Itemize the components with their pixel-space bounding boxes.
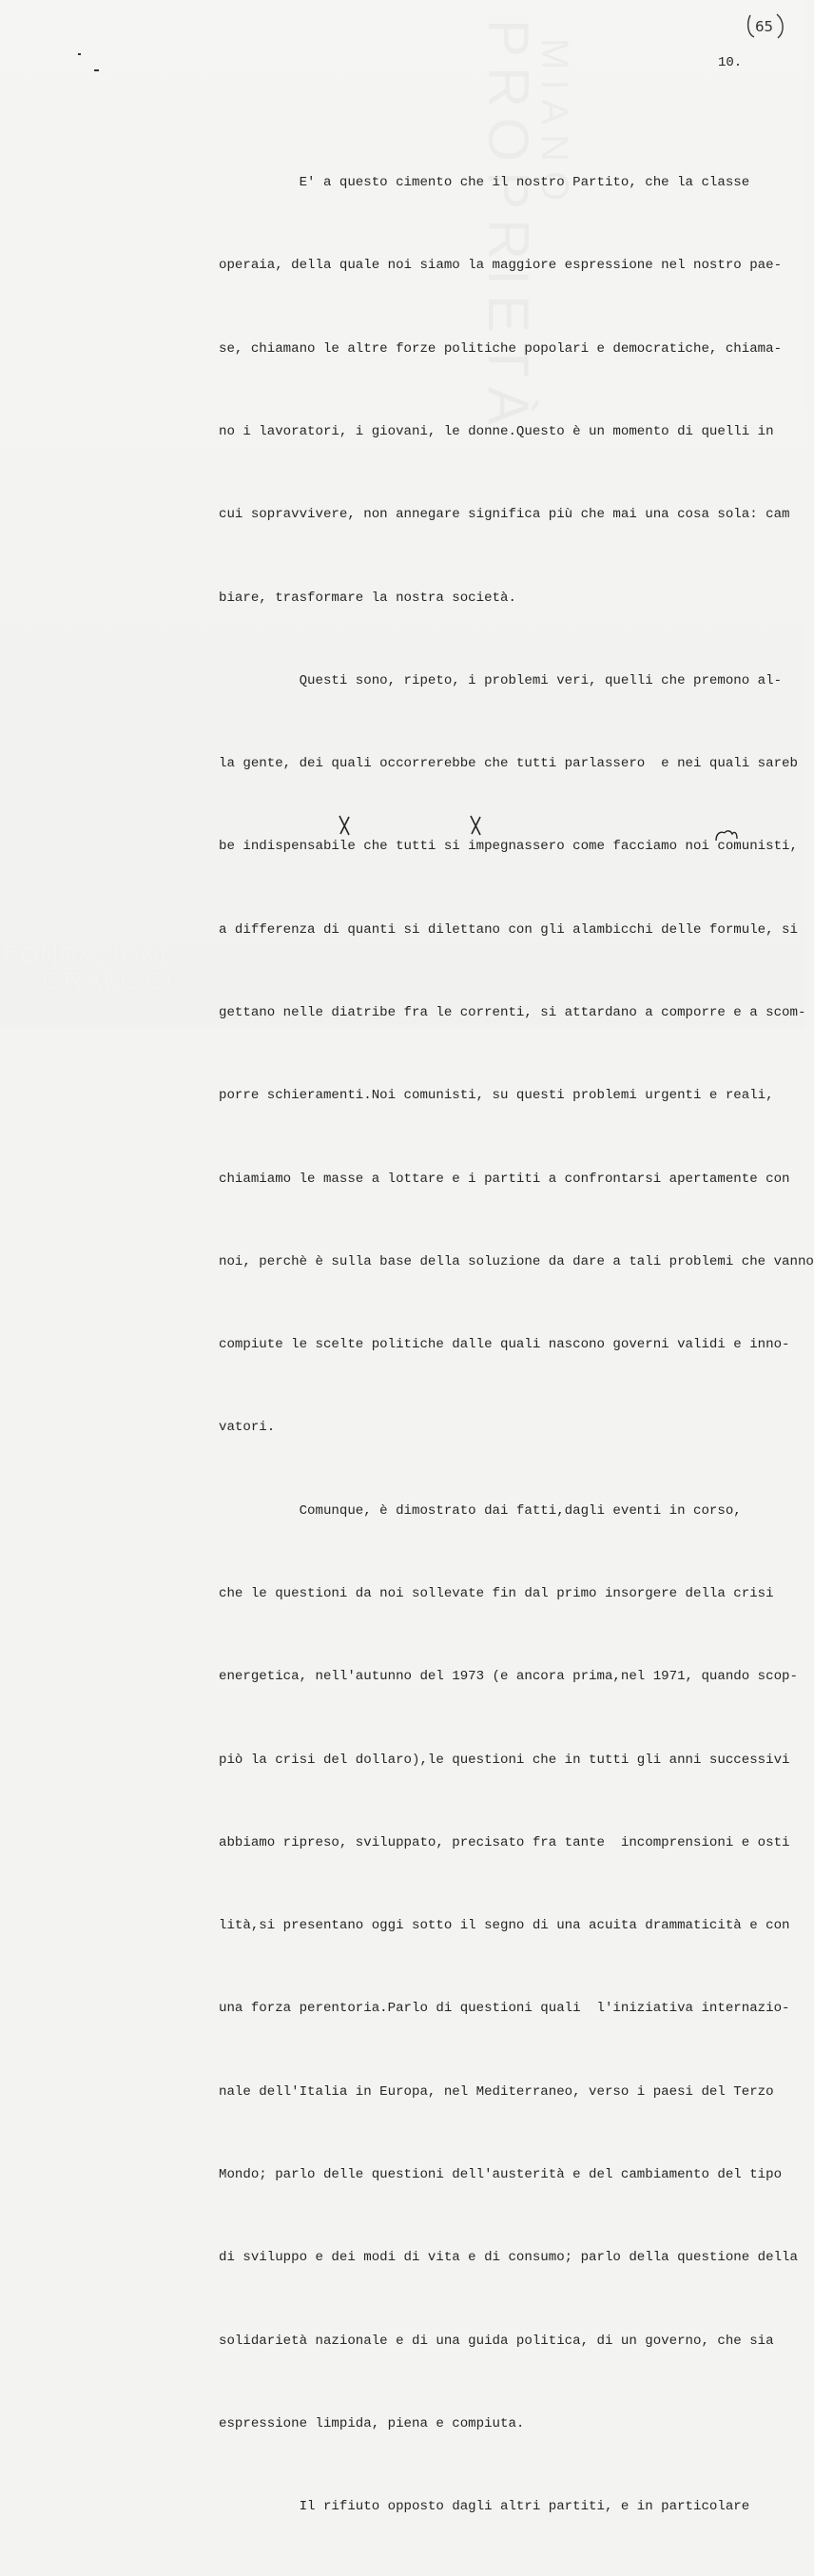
text-line: piò la crisi del dollaro),le questioni che in tutti gli anni successivi — [219, 1752, 790, 1768]
text-line: chiamiamo le masse a lottare e i partiti a confrontarsi apertamente con — [219, 1171, 790, 1187]
text-line: Il rifiuto opposto dagli altri partiti, e in particolare — [219, 2499, 750, 2515]
text-line: una forza perentoria.Parlo di questioni quali l'iniziativa internazio- — [219, 2001, 790, 2017]
logo-line-2: GRAMSCI — [42, 966, 175, 996]
text-line: gettano nelle diatribe fra le correnti, si attardano a comporre e a scom- — [219, 1005, 806, 1020]
text-line: compiute le scelte politiche dalle quali nascono governi validi e inno- — [219, 1337, 790, 1353]
text-line: vatori. — [219, 1420, 276, 1436]
text-line: noi, perchè è sulla base della soluzione da dare a tali problemi che vanno — [219, 1253, 814, 1269]
fondazione-gramsci-logo — [4, 941, 194, 1008]
typewritten-body — [219, 114, 814, 2576]
archive-stamp — [745, 11, 786, 40]
text-line: biare, trasformare la nostra società. — [219, 590, 516, 606]
text-line: di sviluppo e dei modi di vita e di consumo; parlo della questione della — [219, 2250, 798, 2266]
stamp-number: 65 — [755, 18, 774, 35]
text-line: porre schieramenti.Noi comunisti, su questi problemi urgenti e reali, — [219, 1088, 774, 1104]
text-line: espressione limpida, piena e compiuta. — [219, 2415, 525, 2431]
text-line: abbiamo ripreso, sviluppato, precisato fra tante incomprensioni e osti — [219, 1834, 790, 1850]
text-line: cui sopravvivere, non annegare significa più che mai una cosa sola: cam — [219, 507, 790, 523]
text-line: se, chiamano le altre forze politiche popolari e democratiche, chiama- — [219, 340, 783, 357]
stamp-left-paren — [748, 15, 754, 37]
text-line: no i lavoratori, i giovani, le donne.Questo è un momento di quelli in — [219, 424, 774, 440]
text-line: operaia, della quale noi siamo la maggiore espressione nel nostro pae- — [219, 258, 783, 274]
text-line: be indispensabile che tutti si impegnassero come facciamo noi comunisti, — [219, 839, 798, 855]
text-line: che le questioni da noi sollevate fin dal primo insorgere della crisi — [219, 1585, 774, 1601]
logo-line-1: FONDAZIONE — [4, 940, 177, 969]
text-line: nale dell'Italia in Europa, nel Mediterraneo, verso i paesi del Terzo — [219, 2083, 774, 2100]
text-line: energetica, nell'autunno del 1973 (e ancora prima,nel 1971, quando scop- — [219, 1669, 798, 1685]
handwritten-strike-mark — [338, 814, 351, 837]
text-line: Questi sono, ripeto, i problemi veri, quelli che premono al- — [219, 672, 783, 688]
stray-mark — [78, 53, 81, 55]
stray-mark — [94, 69, 99, 71]
text-line: E' a questo cimento che il nostro Partito, che la classe — [219, 175, 750, 191]
handwritten-strike-mark — [469, 814, 482, 837]
text-line: Mondo; parlo delle questioni dell'austerità e del cambiamento del tipo — [219, 2166, 783, 2182]
text-line: Comunque, è dimostrato dai fatti,dagli eventi in corso, — [219, 1502, 742, 1519]
text-line: solidarietà nazionale e di una guida politica, di un governo, che sia — [219, 2333, 774, 2349]
text-line: lità,si presentano oggi sotto il segno di una acuita drammaticità e con — [219, 1918, 790, 1934]
handwritten-insertion-mark — [713, 827, 740, 843]
text-line: a differenza di quanti si dilettano con gli alambicchi delle formule, si — [219, 921, 798, 938]
page-number: 10. — [718, 55, 743, 70]
text-line: la gente, dei quali occorrerebbe che tutti parlassero e nei quali sareb — [219, 756, 798, 772]
stamp-right-paren — [777, 14, 783, 38]
